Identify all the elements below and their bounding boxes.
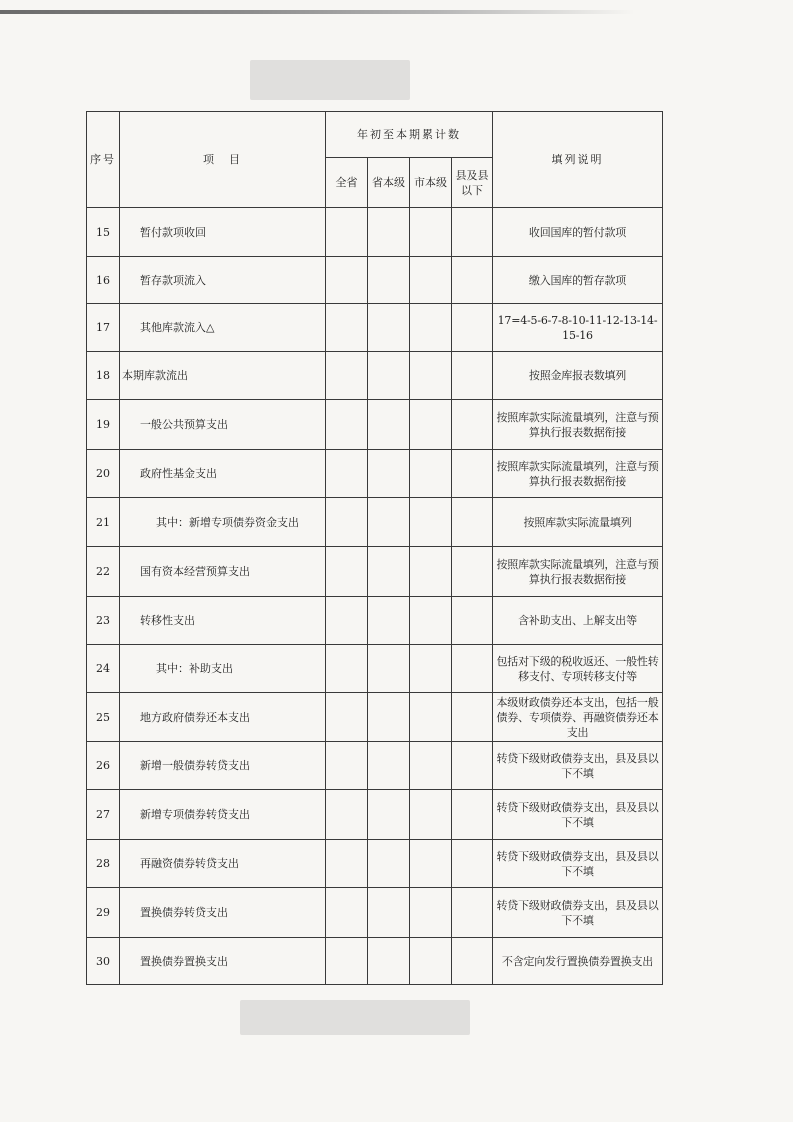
- row-number: 15: [87, 208, 120, 257]
- row-item: 置换债券转贷支出: [120, 888, 326, 938]
- value-cell: [410, 547, 452, 597]
- table-body: [87, 208, 663, 985]
- value-cell: [410, 840, 452, 888]
- scan-edge-line: [0, 10, 793, 14]
- value-cell: [326, 450, 368, 498]
- row-number: 20: [87, 450, 120, 498]
- value-cell: [410, 304, 452, 352]
- value-cell: [368, 352, 410, 400]
- value-cell: [452, 352, 493, 400]
- value-cell: [368, 597, 410, 645]
- value-cell: [452, 693, 493, 742]
- value-cell: [452, 257, 493, 304]
- table-row: [87, 693, 663, 742]
- value-cell: [326, 257, 368, 304]
- table-row: [87, 938, 663, 985]
- value-cell: [368, 450, 410, 498]
- value-cell: [410, 790, 452, 840]
- value-cell: [368, 498, 410, 547]
- row-number: 22: [87, 547, 120, 597]
- row-note: 本级财政债券还本支出，包括一般债券、专项债券、再融资债券还本支出: [493, 693, 663, 742]
- table-row: [87, 790, 663, 840]
- value-cell: [410, 888, 452, 938]
- value-cell: [368, 742, 410, 790]
- value-cell: [326, 547, 368, 597]
- value-cell: [368, 840, 410, 888]
- row-note: 缴入国库的暂存款项: [493, 257, 663, 304]
- value-cell: [452, 450, 493, 498]
- value-cell: [410, 400, 452, 450]
- row-note: 收回国库的暂付款项: [493, 208, 663, 257]
- value-cell: [368, 790, 410, 840]
- table-row: [87, 304, 663, 352]
- value-cell: [410, 450, 452, 498]
- row-number: 19: [87, 400, 120, 450]
- row-number: 30: [87, 938, 120, 985]
- header-cumulative: 年初至本期累计数: [326, 112, 493, 158]
- row-item: 再融资债券转贷支出: [120, 840, 326, 888]
- value-cell: [410, 208, 452, 257]
- row-item: 新增专项债券转贷支出: [120, 790, 326, 840]
- table-row: [87, 840, 663, 888]
- row-number: 27: [87, 790, 120, 840]
- value-cell: [452, 645, 493, 693]
- table-row: [87, 645, 663, 693]
- value-cell: [410, 693, 452, 742]
- value-cell: [368, 400, 410, 450]
- value-cell: [410, 597, 452, 645]
- table-row: [87, 400, 663, 450]
- value-cell: [410, 498, 452, 547]
- row-number: 25: [87, 693, 120, 742]
- value-cell: [368, 208, 410, 257]
- row-number: 17: [87, 304, 120, 352]
- row-item: 暂存款项流入: [120, 257, 326, 304]
- row-item: 其他库款流入△: [120, 304, 326, 352]
- value-cell: [452, 304, 493, 352]
- value-cell: [452, 547, 493, 597]
- row-item: 新增一般债券转贷支出: [120, 742, 326, 790]
- value-cell: [326, 840, 368, 888]
- row-note: 按照金库报表数填列: [493, 352, 663, 400]
- value-cell: [452, 840, 493, 888]
- value-cell: [326, 938, 368, 985]
- row-note: 不含定向发行置换债券置换支出: [493, 938, 663, 985]
- value-cell: [368, 888, 410, 938]
- value-cell: [326, 742, 368, 790]
- table-row: [87, 547, 663, 597]
- row-number: 29: [87, 888, 120, 938]
- value-cell: [326, 400, 368, 450]
- row-note: 按照库款实际流量填列，注意与预算执行报表数据衔接: [493, 400, 663, 450]
- table-row: [87, 352, 663, 400]
- value-cell: [452, 742, 493, 790]
- value-cell: [452, 888, 493, 938]
- row-item: 其中：补助支出: [120, 645, 326, 693]
- row-number: 24: [87, 645, 120, 693]
- row-item: 其中：新增专项债券资金支出: [120, 498, 326, 547]
- value-cell: [410, 645, 452, 693]
- value-cell: [452, 790, 493, 840]
- row-note: 转贷下级财政债券支出，县及县以下不填: [493, 840, 663, 888]
- value-cell: [368, 547, 410, 597]
- value-cell: [452, 597, 493, 645]
- header-item: 项 目: [120, 112, 326, 208]
- row-number: 26: [87, 742, 120, 790]
- row-note: 按照库款实际流量填列: [493, 498, 663, 547]
- row-item: 国有资本经营预算支出: [120, 547, 326, 597]
- table-row: [87, 208, 663, 257]
- header-seq: 序号: [87, 112, 120, 208]
- scan-noise: [250, 60, 410, 100]
- row-item: 转移性支出: [120, 597, 326, 645]
- table-row: [87, 450, 663, 498]
- value-cell: [326, 888, 368, 938]
- row-note: 含补助支出、上解支出等: [493, 597, 663, 645]
- table-row: [87, 888, 663, 938]
- value-cell: [410, 257, 452, 304]
- value-cell: [410, 742, 452, 790]
- row-item: 一般公共预算支出: [120, 400, 326, 450]
- value-cell: [452, 400, 493, 450]
- row-item: 地方政府债券还本支出: [120, 693, 326, 742]
- row-item: 政府性基金支出: [120, 450, 326, 498]
- value-cell: [326, 597, 368, 645]
- value-cell: [326, 498, 368, 547]
- value-cell: [410, 352, 452, 400]
- value-cell: [452, 938, 493, 985]
- row-number: 16: [87, 257, 120, 304]
- value-cell: [452, 498, 493, 547]
- scan-noise: [240, 1000, 470, 1035]
- row-note: 包括对下级的税收返还、一般性转移支付、专项转移支付等: [493, 645, 663, 693]
- row-note: 17=4-5-6-7-8-10-11-12-13-14-15-16: [493, 304, 663, 352]
- value-cell: [368, 693, 410, 742]
- table-row: [87, 742, 663, 790]
- table-row: [87, 257, 663, 304]
- value-cell: [368, 257, 410, 304]
- value-cell: [452, 208, 493, 257]
- cash-flow-table: [86, 111, 663, 985]
- value-cell: [326, 208, 368, 257]
- table-row: [87, 498, 663, 547]
- row-note: 转贷下级财政债券支出，县及县以下不填: [493, 742, 663, 790]
- header-note: 填列说明: [493, 112, 663, 208]
- row-number: 18: [87, 352, 120, 400]
- header-col-county-level: 县及县以下: [452, 158, 493, 208]
- row-item: 置换债券置换支出: [120, 938, 326, 985]
- header-col-city-level: 市本级: [410, 158, 452, 208]
- row-number: 23: [87, 597, 120, 645]
- header-col-province: 全省: [326, 158, 368, 208]
- row-item: 本期库款流出: [120, 352, 326, 400]
- value-cell: [326, 645, 368, 693]
- value-cell: [368, 645, 410, 693]
- table-row: [87, 597, 663, 645]
- table-header: [87, 112, 663, 208]
- value-cell: [326, 352, 368, 400]
- value-cell: [368, 304, 410, 352]
- row-note: 按照库款实际流量填列，注意与预算执行报表数据衔接: [493, 450, 663, 498]
- value-cell: [326, 693, 368, 742]
- value-cell: [326, 790, 368, 840]
- value-cell: [410, 938, 452, 985]
- row-note: 转贷下级财政债券支出，县及县以下不填: [493, 888, 663, 938]
- value-cell: [368, 938, 410, 985]
- row-item: 暂付款项收回: [120, 208, 326, 257]
- header-col-province-level: 省本级: [368, 158, 410, 208]
- row-number: 28: [87, 840, 120, 888]
- value-cell: [326, 304, 368, 352]
- row-number: 21: [87, 498, 120, 547]
- row-note: 按照库款实际流量填列，注意与预算执行报表数据衔接: [493, 547, 663, 597]
- row-note: 转贷下级财政债券支出，县及县以下不填: [493, 790, 663, 840]
